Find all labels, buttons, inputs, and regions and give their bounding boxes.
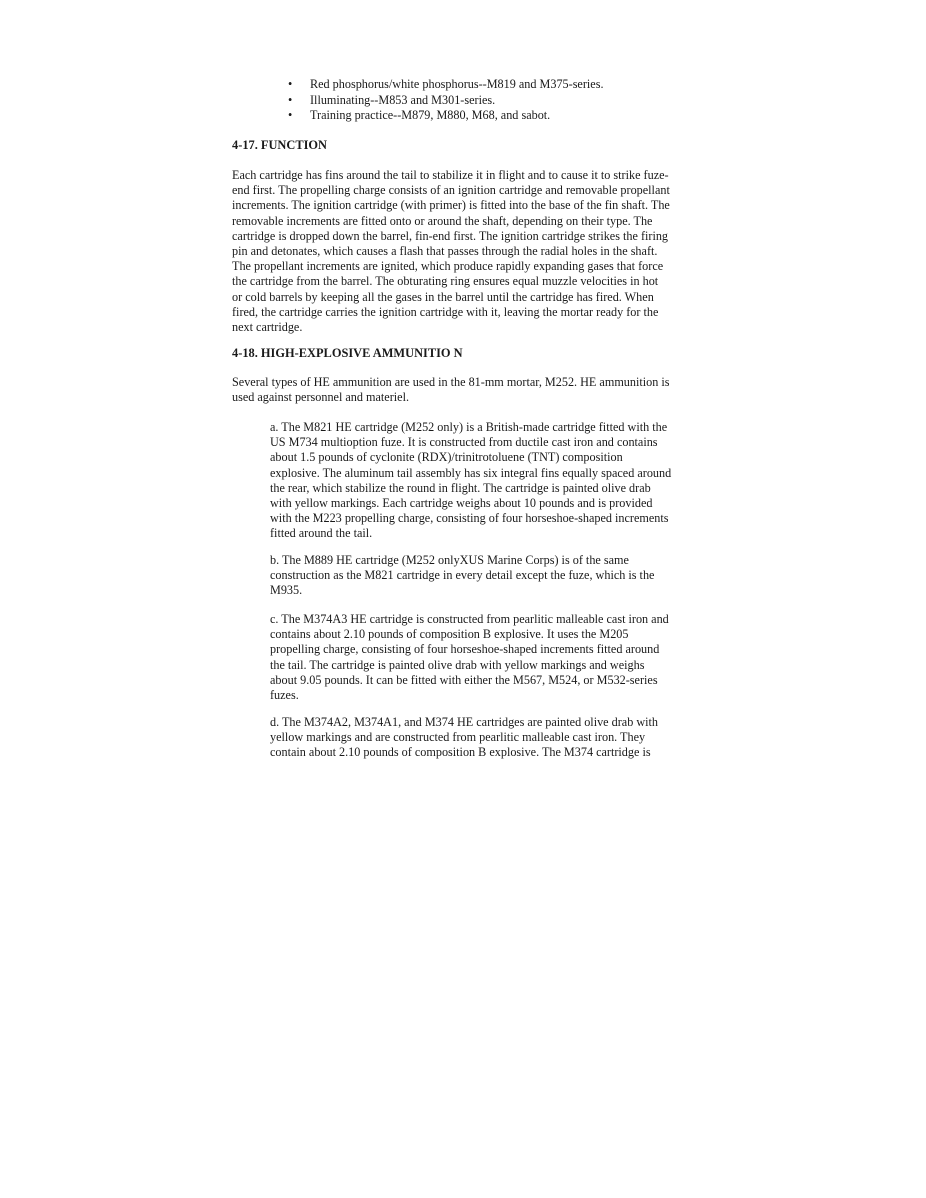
high-explosive-intro: [232, 375, 702, 405]
text-line: fitted around the tail.: [270, 526, 373, 541]
item-a-m821: [270, 420, 700, 542]
list-item: • Illuminating--M853 and M301-series.: [288, 92, 496, 107]
section-heading-high-explosive: 4-18. HIGH-EXPLOSIVE AMMUNITIO N: [232, 346, 463, 360]
section-heading-function: 4-17. FUNCTION: [232, 138, 327, 152]
text-line: the cartridge from the barrel. The obturating ring ensures equal muzzle velocities in hot: [232, 274, 659, 289]
text-line: construction as the M821 cartridge in every detail except the fuze, which is the: [270, 568, 655, 583]
text-line: c. The M374A3 HE cartridge is constructed from pearlitic malleable cast iron and: [270, 612, 669, 626]
bullet-icon: •: [288, 77, 293, 91]
text-line: with the M223 propelling charge, consisting of four horseshoe-shaped increments: [270, 511, 669, 526]
text-line: cartridge is dropped down the barrel, fin-end first. The ignition cartridge strikes the firing: [232, 228, 669, 243]
item-c-m374a3: [270, 612, 700, 703]
item-d-m374a2: [270, 715, 700, 761]
text-line: The propellant increments are ignited, which produce rapidly expanding gases that force: [232, 259, 664, 274]
text-line: used against personnel and materiel.: [232, 390, 409, 405]
ammunition-type-list: [286, 77, 604, 124]
text-line: removable increments are fitted onto or around the shaft, depending on their type. The: [232, 213, 653, 228]
text-line: contain about 2.10 pounds of composition B explosive. The M374 cartridge is: [270, 745, 651, 760]
item-b-m889: [270, 553, 700, 599]
text-line: with yellow markings. Each cartridge weighs about 10 pounds and is provided: [270, 496, 653, 511]
text-line: or cold barrels by keeping all the gases in the barrel until the cartridge has fired. When: [232, 289, 654, 304]
text-line: increments. The ignition cartridge (with primer) is fitted into the base of the fin shaft. The: [232, 198, 670, 213]
list-item: • Red phosphorus/white phosphorus--M819 and M375-series.: [288, 77, 604, 91]
text-line: fired, the cartridge carries the ignition cartridge with it, leaving the mortar ready for the: [232, 304, 659, 319]
text-line: Several types of HE ammunition are used in the 81-mm mortar, M252. HE ammunition is: [232, 375, 670, 389]
text-line: the rear, which stabilize the round in flight. The cartridge is painted olive drab: [270, 480, 651, 495]
bullet-icon: •: [288, 92, 293, 107]
text-line: d. The M374A2, M374A1, and M374 HE cartridges are painted olive drab with: [270, 715, 659, 729]
text-line: the tail. The cartridge is painted olive drab with yellow markings and weighs: [270, 657, 645, 672]
text-line: M935.: [270, 583, 303, 598]
text-line: next cartridge.: [232, 320, 303, 335]
text-line: pin and detonates, which causes a flash that passes through the radial holes in the shaft.: [232, 244, 658, 259]
text-line: propelling charge, consisting of four horseshoe-shaped increments fitted around: [270, 642, 660, 657]
text-line: a. The M821 HE cartridge (M252 only) is a British-made cartridge fitted with the: [270, 420, 668, 434]
text-line: fuzes.: [270, 688, 299, 703]
text-line: about 1.5 pounds of cyclonite (RDX)/trinitrotoluene (TNT) composition: [270, 450, 623, 465]
list-item: • Training practice--M879, M880, M68, and sabot.: [288, 108, 551, 122]
text-line: US M734 multioption fuze. It is constructed from ductile cast iron and contains: [270, 435, 658, 450]
text-line: explosive. The aluminum tail assembly has six integral fins equally spaced around: [270, 465, 672, 480]
text-line: contains about 2.10 pounds of composition B explosive. It uses the M205: [270, 627, 629, 642]
text-line: Each cartridge has fins around the tail to stabilize it in flight and to cause it to strike fuze-: [232, 168, 669, 182]
text-line: yellow markings and are constructed from pearlitic malleable cast iron. They: [270, 730, 646, 745]
text-line: end first. The propelling charge consists of an ignition cartridge and removable propellant: [232, 183, 670, 198]
text-line: about 9.05 pounds. It can be fitted with either the M567, M524, or M532-series: [270, 672, 658, 687]
function-paragraph: [232, 168, 702, 335]
text-line: b. The M889 HE cartridge (M252 onlyXUS Marine Corps) is of the same: [270, 553, 629, 567]
bullet-icon: •: [288, 108, 293, 122]
